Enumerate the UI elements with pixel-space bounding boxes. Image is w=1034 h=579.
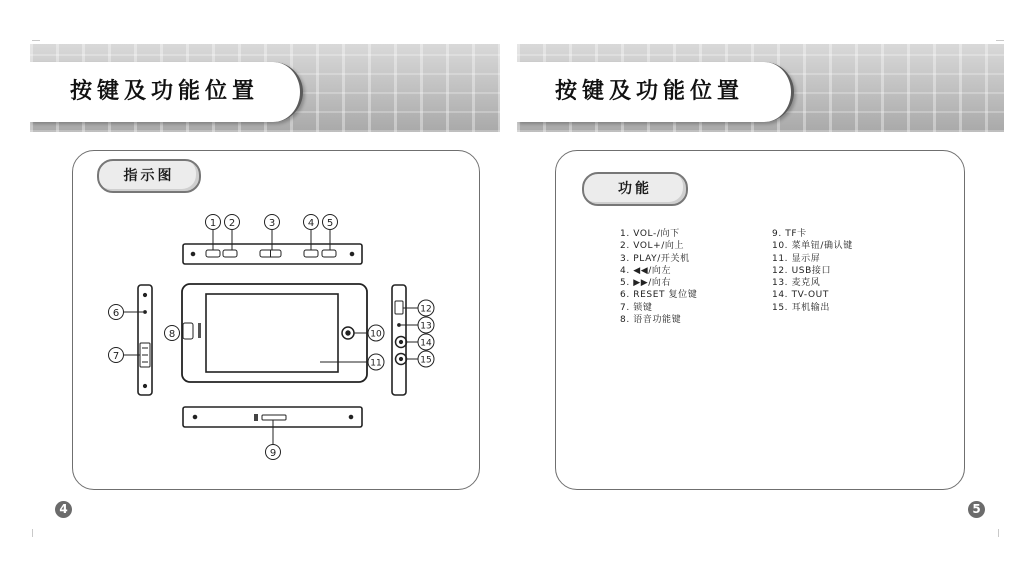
callout-12 (418, 300, 434, 316)
device-front-view (182, 284, 367, 382)
function-item: 4. ◀◀/向左 (620, 265, 672, 276)
page-title: 按键及功能位置 (555, 79, 745, 104)
section-label: 指示图 (97, 159, 201, 193)
page-title: 按键及功能位置 (70, 79, 260, 104)
function-item: 15. 耳机输出 (772, 302, 830, 313)
function-item: 14. TV-OUT (772, 290, 829, 301)
callout-9 (266, 445, 281, 460)
callout-3 (265, 215, 280, 230)
page-number: 4 (55, 501, 72, 518)
function-item: 1. VOL-/向下 (620, 229, 680, 239)
function-item: 12. USB接口 (772, 265, 832, 276)
svg-text:12: 12 (420, 304, 432, 315)
svg-text:3: 3 (268, 218, 276, 229)
svg-text:5: 5 (326, 218, 334, 229)
crop-mark (998, 529, 999, 537)
callout-2 (225, 215, 240, 230)
crop-mark (996, 40, 1004, 41)
vol-up-button (223, 250, 237, 257)
callout-5 (323, 215, 338, 230)
section-label: 功能 (582, 172, 688, 206)
page-number: 5 (968, 501, 985, 518)
svg-text:6: 6 (112, 308, 120, 319)
svg-text:10: 10 (370, 329, 382, 340)
function-item: 7. 锁键 (620, 302, 653, 313)
microphone (398, 324, 401, 327)
function-item: 6. RESET 复位键 (620, 290, 698, 301)
callout-15 (418, 351, 434, 367)
usb-port (395, 301, 403, 314)
header-banner (517, 44, 1004, 132)
function-list-right (772, 228, 853, 314)
callout-1 (206, 215, 221, 230)
voice-key (183, 323, 193, 339)
svg-text:7: 7 (112, 351, 120, 362)
tf-card-slot (262, 415, 286, 420)
function-list-left (620, 228, 697, 326)
prev-button (304, 250, 318, 257)
callout-8 (165, 326, 180, 341)
callout-6 (109, 305, 124, 320)
reset-hole (144, 311, 147, 314)
svg-text:8: 8 (168, 329, 176, 340)
function-item: 11. 显示屏 (772, 253, 821, 264)
function-item: 5. ▶▶/向右 (620, 278, 672, 289)
function-item: 10. 菜单钮/确认键 (772, 241, 853, 252)
svg-text:15: 15 (420, 355, 432, 366)
callout-13 (418, 317, 434, 333)
display-screen (206, 294, 338, 372)
svg-text:11: 11 (370, 358, 382, 369)
svg-text:9: 9 (269, 448, 277, 459)
callout-11 (368, 354, 384, 370)
function-item: 8. 语音功能键 (620, 315, 682, 326)
svg-text:4: 4 (307, 218, 315, 229)
callout-10 (368, 325, 384, 341)
callout-14 (418, 334, 434, 350)
svg-text:13: 13 (420, 321, 432, 332)
device-left-side-view (138, 285, 152, 395)
function-item: 3. PLAY/开关机 (620, 253, 690, 264)
svg-text:1: 1 (209, 218, 217, 229)
svg-text:2: 2 (228, 218, 236, 229)
svg-text:14: 14 (420, 338, 432, 349)
callout-7 (109, 348, 124, 363)
function-item: 13. 麦克风 (772, 278, 821, 289)
function-item: 2. VOL+/向上 (620, 241, 685, 252)
callout-4 (304, 215, 319, 230)
vol-down-button (206, 250, 220, 257)
function-panel (555, 150, 965, 490)
next-button (322, 250, 336, 257)
function-item: 9. TF卡 (772, 229, 807, 239)
